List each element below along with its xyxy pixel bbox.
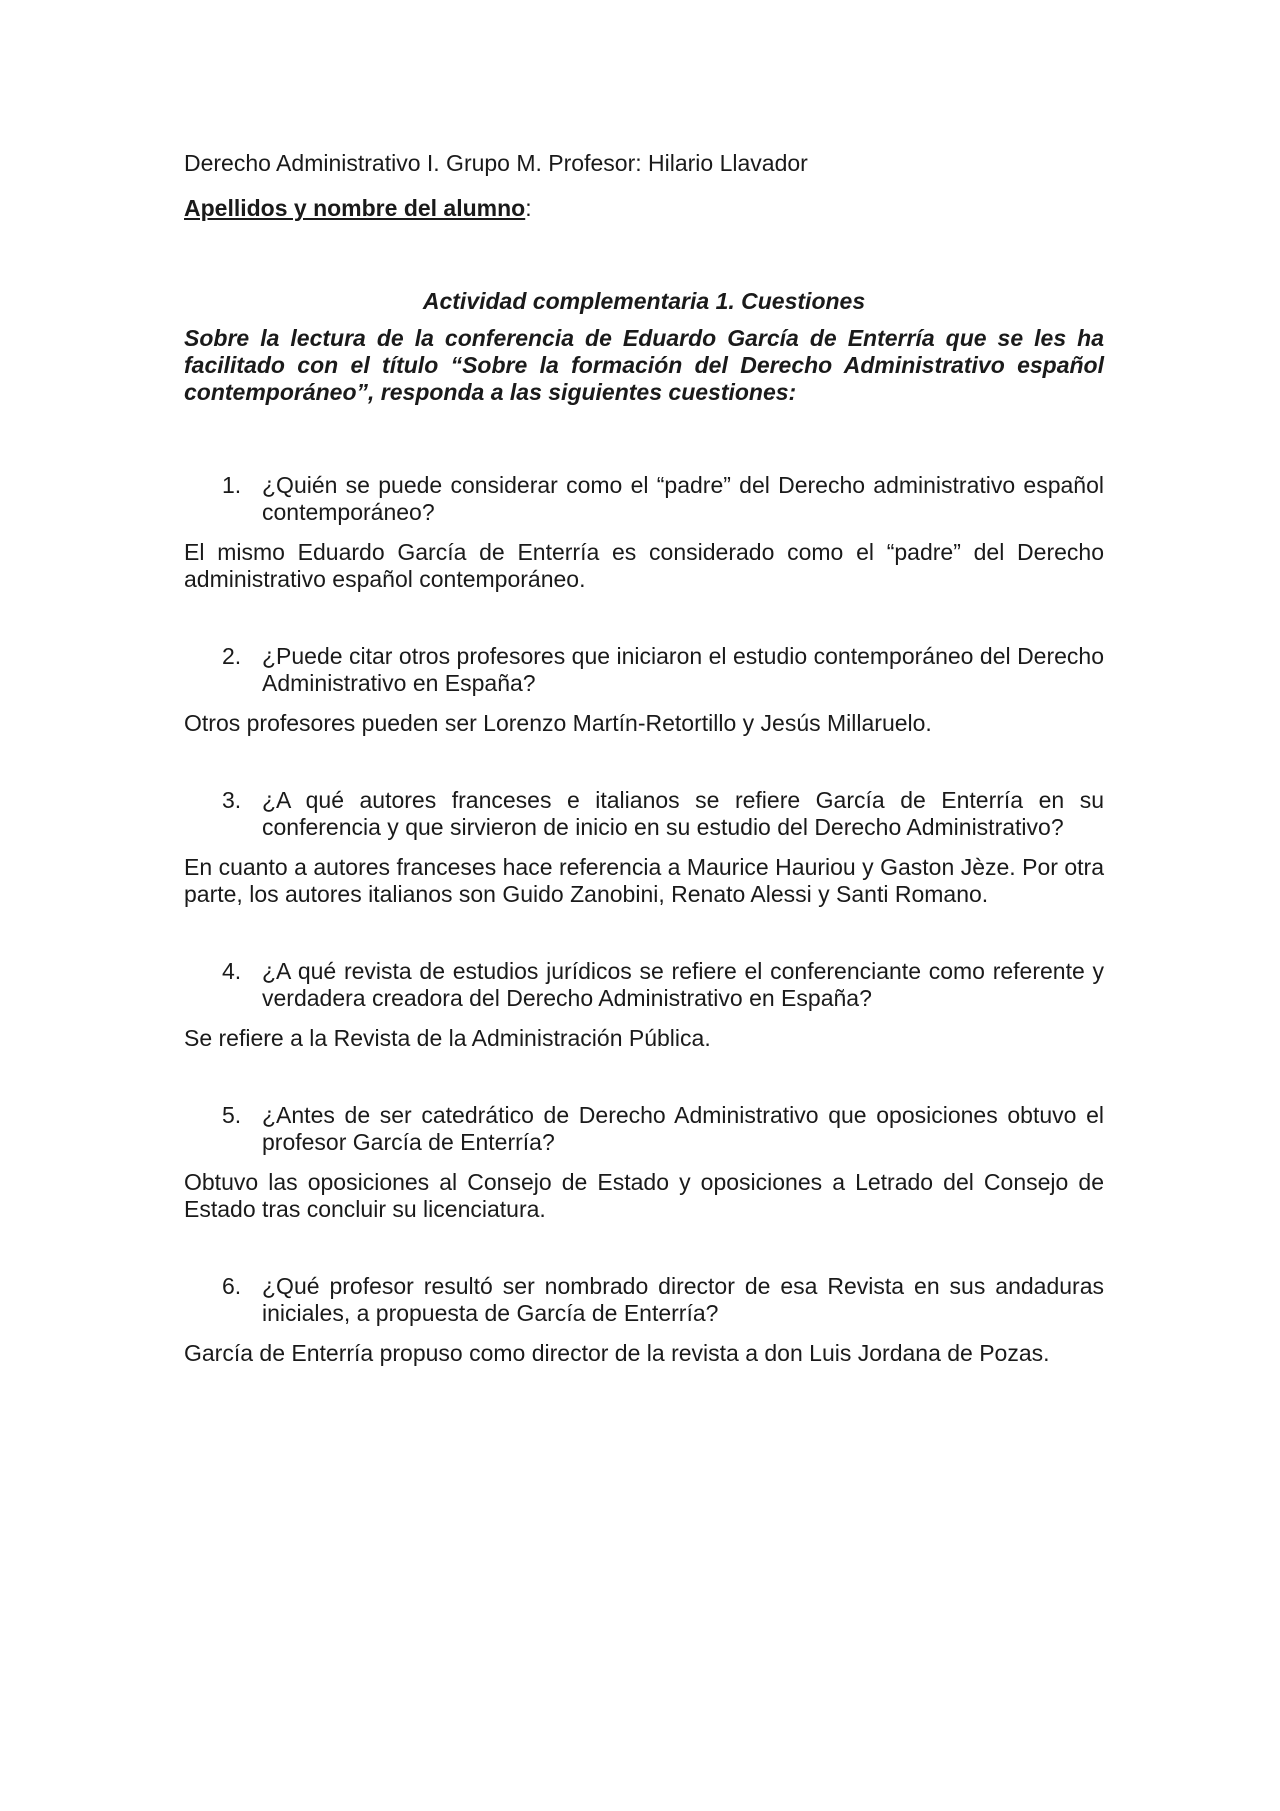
question xyxy=(184,1102,1104,1156)
activity-title: Actividad complementaria 1. Cuestiones xyxy=(422,288,866,314)
question-text: ¿Antes de ser catedrático de Derecho Administrativo que oposiciones obtuvo el profesor García de Enterría? xyxy=(262,1102,1104,1155)
qa-item xyxy=(184,958,1104,1052)
activity-intro: Sobre la lectura de la conferencia de Eduardo García de Enterría que se les ha facilitado con el título “Sobre la formación del Derecho Administrativo español contemporáneo”, responda a las siguientes cuestiones: xyxy=(184,325,1104,405)
course-header: Derecho Administrativo I. Grupo M. Profesor: Hilario Llavador xyxy=(184,150,808,176)
answer-text: El mismo Eduardo García de Enterría es considerado como el “padre” del Derecho administrativo español contemporáneo. xyxy=(184,539,1104,592)
question-text: ¿Quién se puede considerar como el “padre” del Derecho administrativo español contemporáneo? xyxy=(262,472,1104,525)
question-number: 1. xyxy=(222,472,242,498)
answer-text: Obtuvo las oposiciones al Consejo de Estado y oposiciones a Letrado del Consejo de Estado tras concluir su licenciatura. xyxy=(184,1169,1104,1222)
question-number: 2. xyxy=(222,643,242,669)
qa-item xyxy=(184,472,1104,593)
student-name-colon: : xyxy=(525,195,532,221)
document-page xyxy=(184,150,1104,1367)
question-number: 4. xyxy=(222,958,242,984)
answer-text: García de Enterría propuso como director de la revista a don Luis Jordana de Pozas. xyxy=(184,1340,1050,1366)
answer-text: Otros profesores pueden ser Lorenzo Martín-Retortillo y Jesús Millaruelo. xyxy=(184,710,932,736)
question-text: ¿Puede citar otros profesores que iniciaron el estudio contemporáneo del Derecho Administrativo en España? xyxy=(262,643,1104,696)
qa-item xyxy=(184,1273,1104,1367)
question xyxy=(184,1273,1104,1327)
question-number: 6. xyxy=(222,1273,242,1299)
question-number: 5. xyxy=(222,1102,242,1128)
question-number: 3. xyxy=(222,787,242,813)
answer-text: En cuanto a autores franceses hace referencia a Maurice Hauriou y Gaston Jèze. Por otra parte, los autores italianos son Guido Zanobini, Renato Alessi y Santi Romano. xyxy=(184,854,1104,907)
question-text: ¿A qué autores franceses e italianos se refiere García de Enterría en su conferencia y que sirvieron de inicio en su estudio del Derecho Administrativo? xyxy=(262,787,1104,840)
student-name-label: Apellidos y nombre del alumno xyxy=(184,195,526,221)
qa-item xyxy=(184,643,1104,737)
question-text: ¿Qué profesor resultó ser nombrado director de esa Revista en sus andaduras iniciales, a propuesta de García de Enterría? xyxy=(262,1273,1104,1326)
question xyxy=(184,787,1104,841)
question xyxy=(184,472,1104,526)
question-text: ¿A qué revista de estudios jurídicos se refiere el conferenciante como referente y verdadera creadora del Derecho Administrativo en España? xyxy=(262,958,1104,1011)
question xyxy=(184,958,1104,1012)
student-name-line xyxy=(184,195,1104,222)
question xyxy=(184,643,1104,697)
answer-text: Se refiere a la Revista de la Administración Pública. xyxy=(184,1025,711,1051)
qa-item xyxy=(184,787,1104,908)
qa-item xyxy=(184,1102,1104,1223)
